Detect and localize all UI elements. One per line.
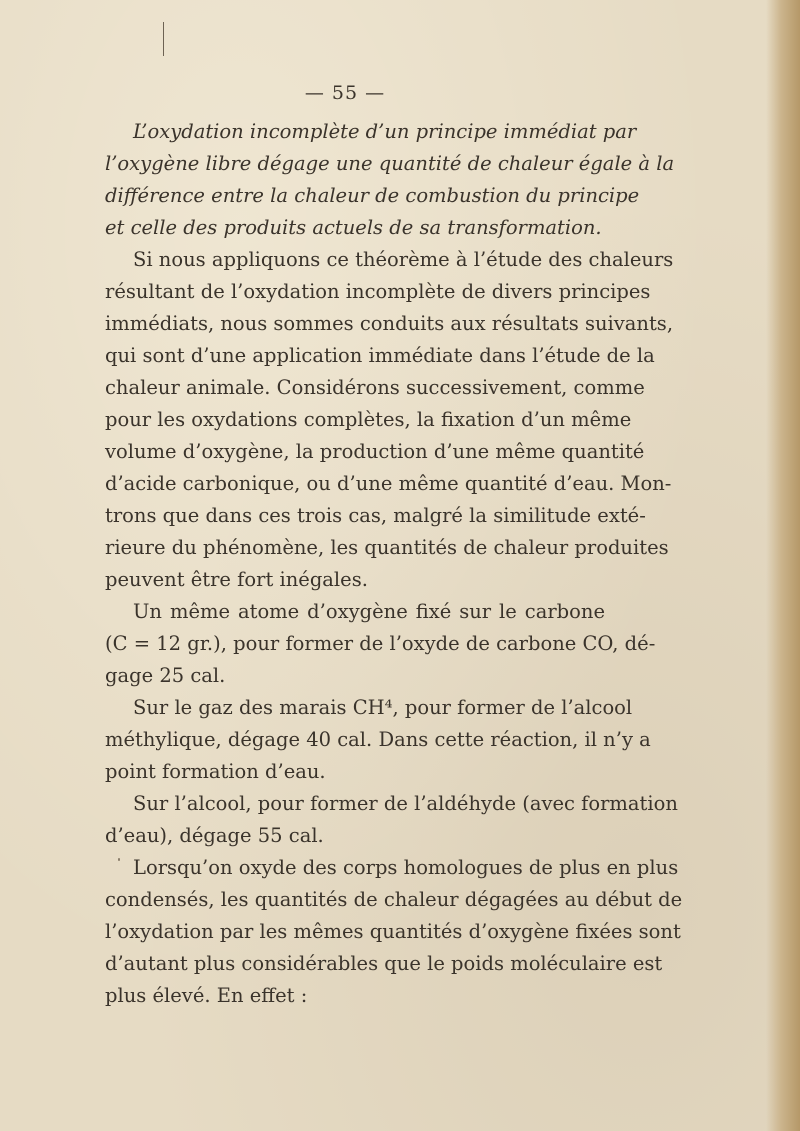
text-line: méthylique, dégage 40 cal. Dans cette réaction, il n’y a xyxy=(105,728,651,751)
text-line: d’acide carbonique, ou d’une même quantité d’eau. Mon- xyxy=(105,472,672,495)
text-line: l’oxygène libre dégage une quantité de chaleur égale à la xyxy=(105,152,675,175)
text-line: gage 25 cal. xyxy=(105,664,226,687)
text-line: pour les oxydations complètes, la fixation d’un même xyxy=(105,408,632,431)
text-line: Lorsqu’on oxyde des corps homologues de plus en plus xyxy=(133,856,679,879)
text-line: Si nous appliquons ce théorème à l’étude des chaleurs xyxy=(133,248,674,271)
text-line: différence entre la chaleur de combustion du principe xyxy=(105,184,640,207)
text-line: d’eau), dégage 55 cal. xyxy=(105,824,324,847)
text-line: condensés, les quantités de chaleur dégagées au début de xyxy=(105,888,683,911)
top-margin-mark xyxy=(163,22,164,56)
text-line: Sur l’alcool, pour former de l’aldéhyde (avec formation xyxy=(133,792,678,815)
ink-speck xyxy=(118,858,120,861)
text-line: l’oxydation par les mêmes quantités d’oxygène fixées sont xyxy=(105,920,681,943)
page-number: — 55 — xyxy=(304,82,386,104)
text-line: plus élevé. En effet : xyxy=(105,984,308,1007)
text-line: d’autant plus considérables que le poids moléculaire est xyxy=(105,952,663,975)
text-line: résultant de l’oxydation incomplète de divers principes xyxy=(105,280,651,303)
page-edge-shadow xyxy=(766,0,800,1131)
text-line: point formation d’eau. xyxy=(105,760,326,783)
text-line: (C = 12 gr.), pour former de l’oxyde de carbone CO, dé- xyxy=(105,632,656,655)
text-line: Sur le gaz des marais CH⁴, pour former de l’alcool xyxy=(133,696,633,719)
text-line: trons que dans ces trois cas, malgré la similitude exté- xyxy=(105,504,646,527)
text-line: L’oxydation incomplète d’un principe immédiat par xyxy=(133,120,637,143)
text-line: volume d’oxygène, la production d’une même quantité xyxy=(105,440,645,463)
body-text xyxy=(105,116,683,1012)
text-line: immédiats, nous sommes conduits aux résultats suivants, xyxy=(105,312,674,335)
text-line: peuvent être fort inégales. xyxy=(105,568,368,591)
text-line: qui sont d’une application immédiate dans l’étude de la xyxy=(105,344,655,367)
text-line: Un même atome d’oxygène fixé sur le carbone xyxy=(133,600,605,623)
text-line: rieure du phénomène, les quantités de chaleur produites xyxy=(105,536,669,559)
text-line: et celle des produits actuels de sa transformation. xyxy=(105,216,602,239)
text-line: chaleur animale. Considérons successivement, comme xyxy=(105,376,645,399)
